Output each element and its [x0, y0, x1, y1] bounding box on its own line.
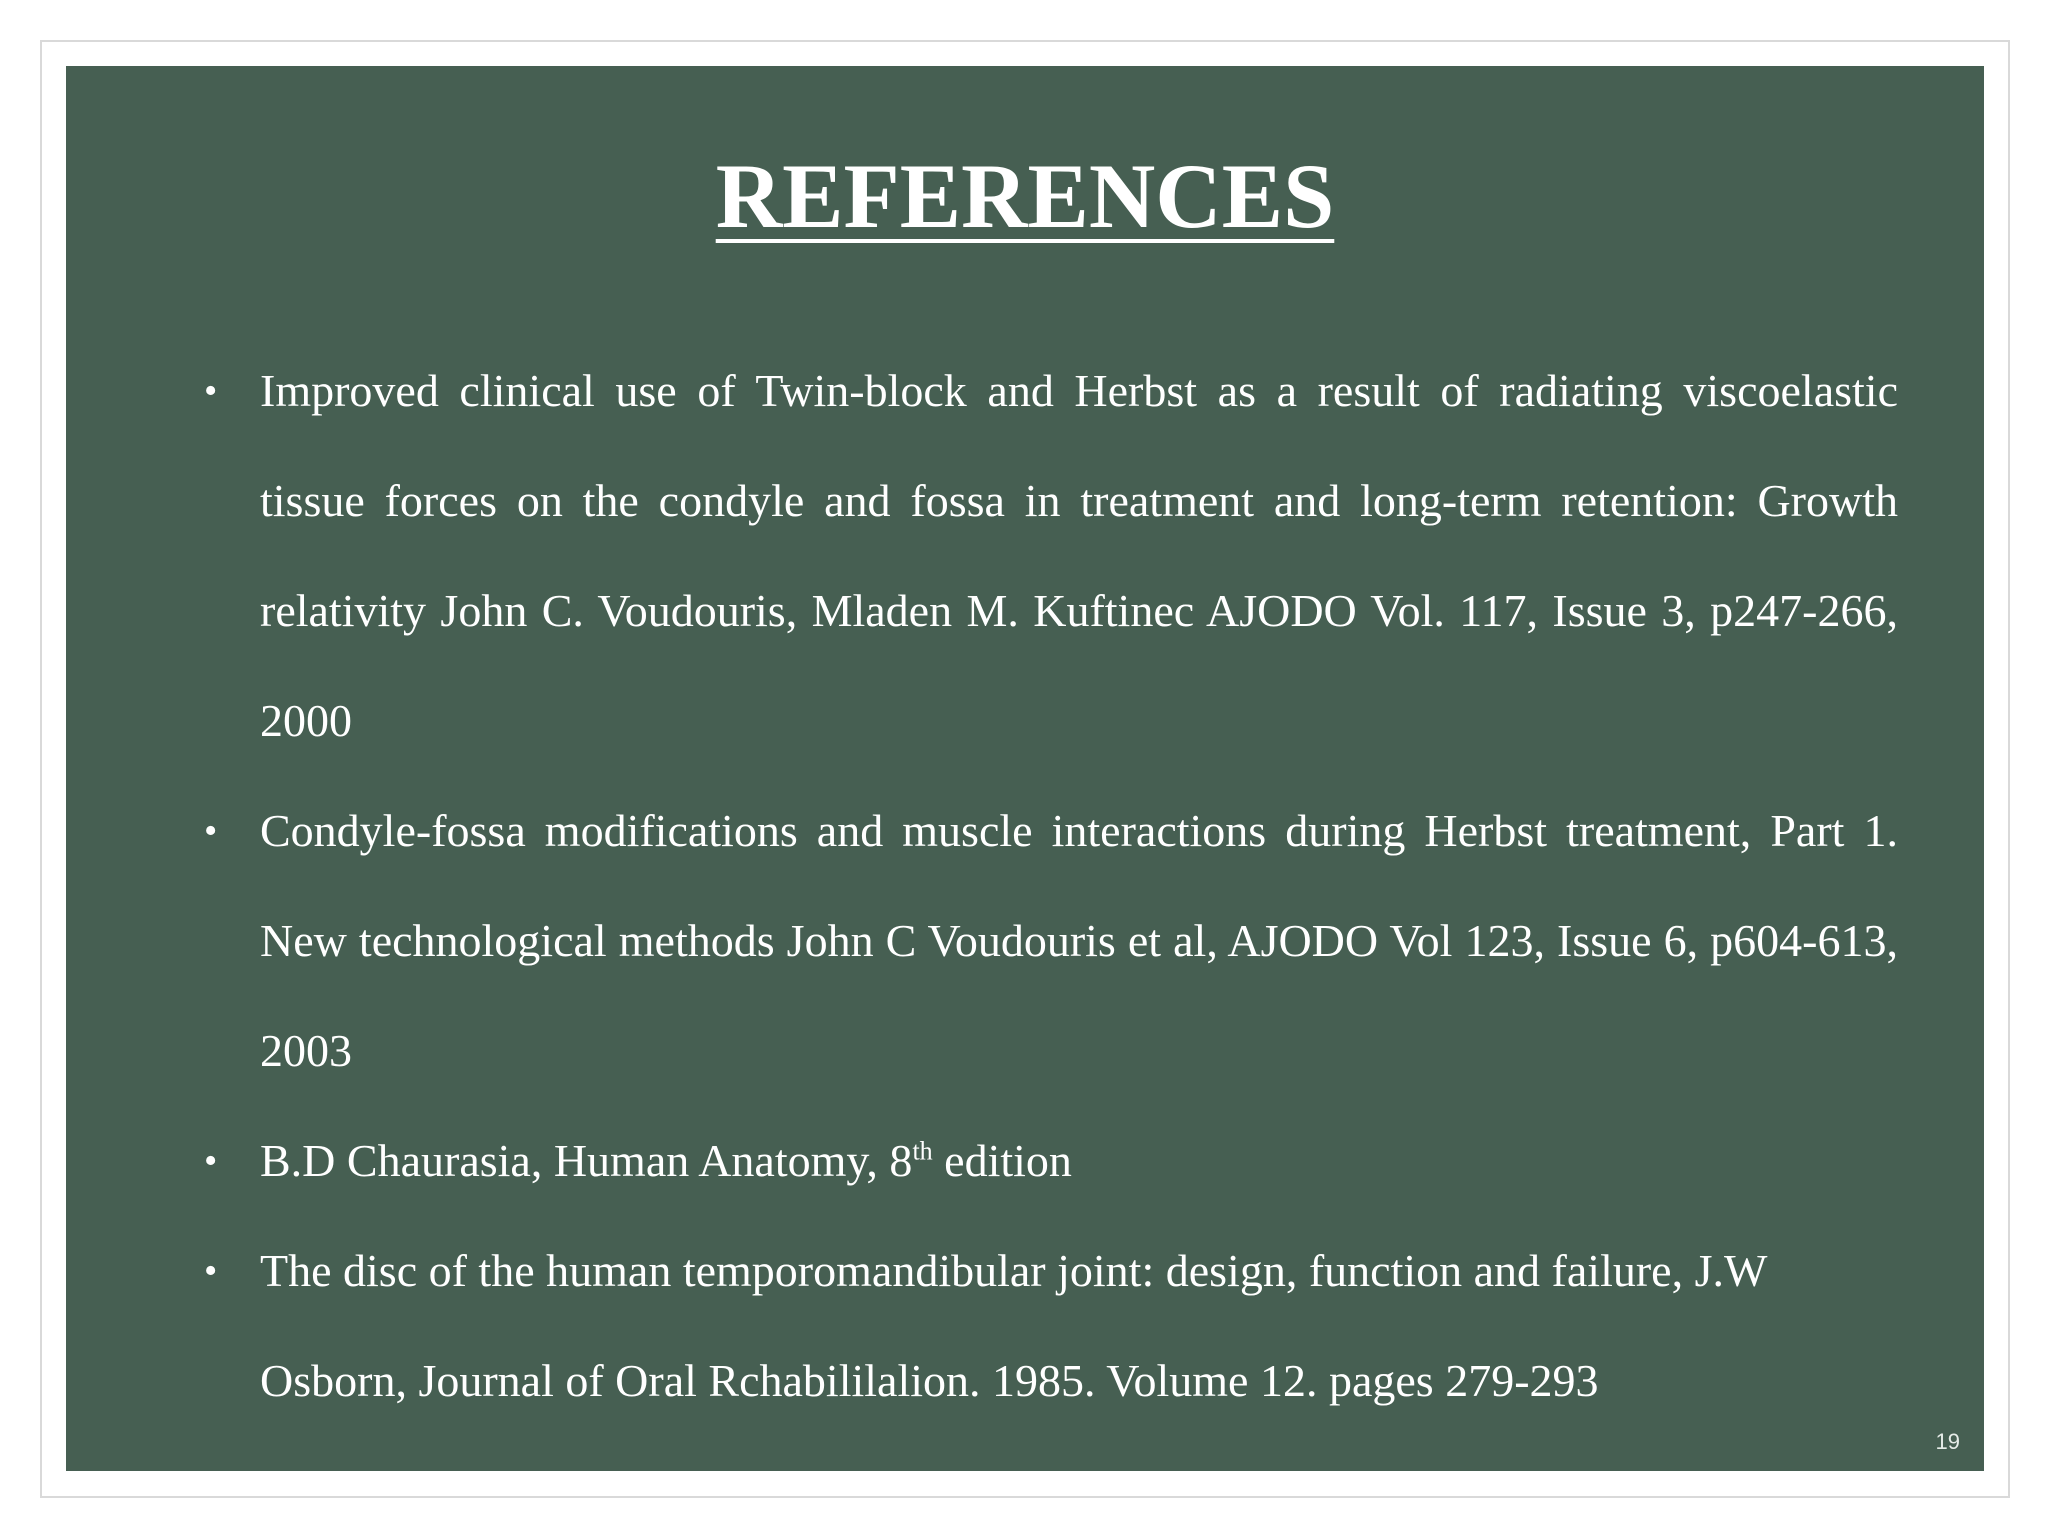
page-number: 19: [1935, 1429, 1960, 1454]
reference-item-3: [192, 1106, 1898, 1216]
reference-item-2: [192, 776, 1898, 1106]
bullet-icon: •: [204, 370, 218, 412]
slide-title-text: REFERENCES: [715, 145, 1335, 247]
slide-title: [66, 145, 1984, 247]
reference-text-after: edition: [932, 1135, 1072, 1186]
reference-text: The disc of the human temporomandibular joint: design, function and failure, J.W Osborn, Journal of Oral Rchabililalion. 1985. Volume 12. pages 279-293: [260, 1245, 1767, 1406]
bullet-icon: •: [204, 1140, 218, 1182]
reference-item-1: [192, 336, 1898, 776]
reference-text-before: B.D Chaurasia, Human Anatomy, 8: [260, 1135, 913, 1186]
reference-list: [192, 336, 1898, 1436]
reference-text: Improved clinical use of Twin-block and Herbst as a result of radiating viscoelastic tissue forces on the condyle and fossa in treatment and long-term retention: Growth relativity John C. Voudouris, Mladen M. Kuftinec AJODO Vol. 117, Issue 3, p247-266, 2000: [260, 365, 1898, 746]
bullet-icon: •: [204, 1250, 218, 1292]
bullet-icon: •: [204, 810, 218, 852]
slide: [66, 66, 1984, 1471]
reference-item-4: [192, 1216, 1898, 1436]
reference-superscript: th: [912, 1136, 933, 1166]
reference-text: Condyle-fossa modifications and muscle interactions during Herbst treatment, Part 1. New technological methods John C Voudouris et al, AJODO Vol 123, Issue 6, p604-613, 2003: [260, 805, 1898, 1076]
